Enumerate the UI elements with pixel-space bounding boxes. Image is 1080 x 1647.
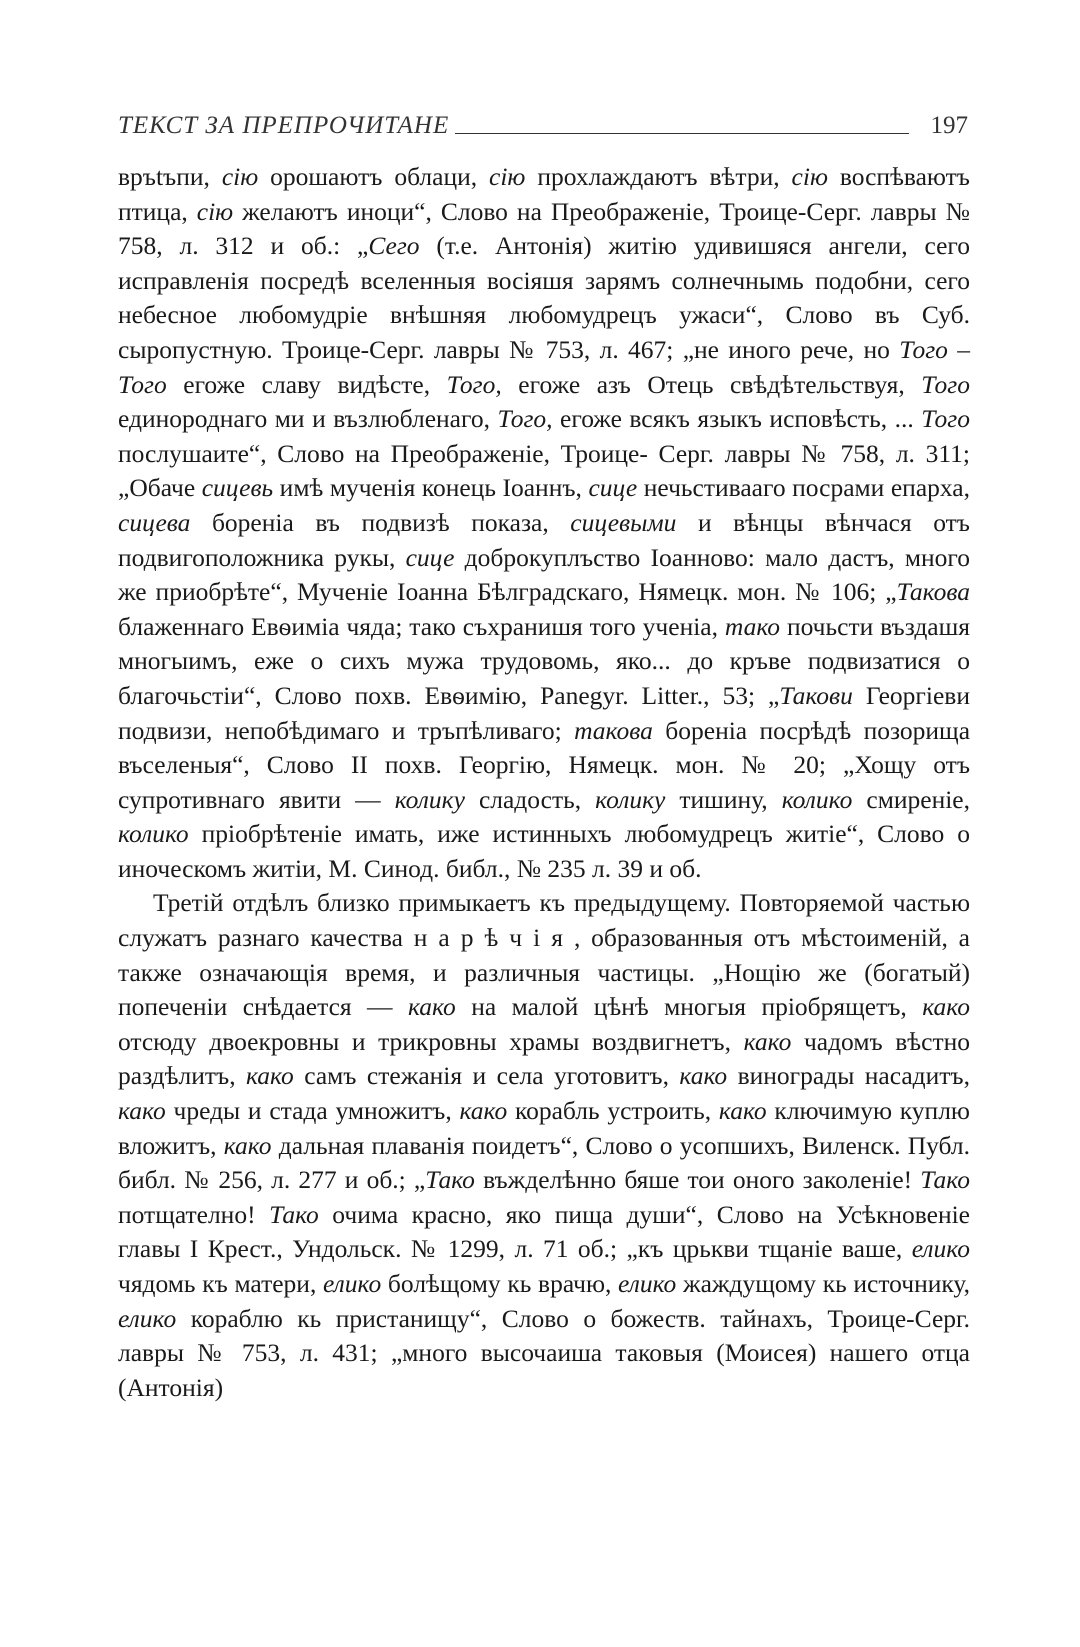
italic-run: сію bbox=[791, 162, 828, 191]
text-run: чреды и стада умножитъ, bbox=[165, 1096, 460, 1126]
italic-run: колико bbox=[118, 819, 189, 849]
italic-run: колику bbox=[595, 784, 666, 814]
text-run: и вѣнцы вѣнчася отъ подвигоположника рукы, bbox=[118, 507, 970, 572]
header-rule bbox=[455, 133, 908, 134]
text-run: винограды насадитъ, bbox=[727, 1061, 970, 1091]
spaced-run: нарѣчія bbox=[413, 923, 574, 953]
italic-run: Того, bbox=[446, 369, 502, 399]
italic-run: такова bbox=[574, 715, 653, 745]
italic-run: сицевь bbox=[201, 473, 274, 503]
text-run: самъ стежанія и села уготовитъ, bbox=[293, 1061, 680, 1091]
italic-run: Тако bbox=[920, 1165, 971, 1195]
text-run: желаютъ иноци“, Слово на Преображеніе, Троице-Серг. лавры № 758, л. 312 и об.: „ bbox=[118, 196, 970, 261]
text-run: нечьстиваaго посрами епарха, bbox=[637, 473, 970, 503]
text-run: очима красно, яко пища души“, Слово на Усѣкновеніе главы І Крест., Ундольск. № 1299, л. 71 об.; „къ црькви тщаніе ваше, bbox=[118, 1199, 970, 1264]
text-run: болѣщому кь врачю, bbox=[381, 1269, 619, 1298]
italic-run: сію bbox=[196, 196, 234, 226]
text-run: потщателно! bbox=[118, 1199, 270, 1229]
paragraph-2 bbox=[118, 886, 970, 1405]
text-run: егоже славу видѣсте, bbox=[166, 369, 447, 399]
italic-run: како bbox=[408, 992, 456, 1022]
italic-run: Тако bbox=[269, 1199, 319, 1229]
text-run: ключимую куплю вложитъ, bbox=[118, 1096, 970, 1160]
italic-run: Того bbox=[921, 404, 970, 434]
text-run: доброкуплъство Іоанново: мало дастъ, много же приобрѣте“, Мученіе Іоанна Бѣлградскаго, Нямецк. мон. № 106; „ bbox=[118, 542, 970, 607]
text-run: чадомъ вѣстно раздѣлитъ, bbox=[118, 1026, 970, 1091]
paragraph-1 bbox=[118, 160, 970, 886]
italic-run: сице bbox=[405, 542, 455, 572]
text-run: орошаютъ облаци, bbox=[258, 162, 490, 191]
italic-run: елико bbox=[323, 1269, 382, 1298]
text-run: Третій отдѣлъ близко примыкаетъ къ предыдущему. Повторяемой частью служатъ разнаго качества bbox=[118, 888, 970, 953]
text-run: боренiа въ подвизѣ показа, bbox=[190, 507, 571, 537]
italic-run: Такова bbox=[896, 577, 970, 607]
page-header bbox=[118, 100, 968, 140]
text-run: прохлаждаютъ вѣтри, bbox=[525, 162, 792, 191]
italic-run: Того bbox=[899, 334, 948, 364]
text-run: боренiа посрѣдѣ позорища въселеныя“, Слово II похв. Георгію, Нямецк. мон. № 20; „Хощу отъ супротивнаго явити — bbox=[118, 715, 971, 814]
text-run: – bbox=[947, 334, 971, 364]
text-run: блаженнаго Евѳиміа чяда; тако съхранишя того ученіа, bbox=[118, 611, 725, 641]
italic-run: колико bbox=[781, 784, 853, 814]
text-run: смиреніе, bbox=[852, 784, 971, 814]
text-run: въжделѣнно бяше тои оного заколеніе! bbox=[474, 1165, 921, 1195]
italic-run: Того, bbox=[497, 404, 553, 434]
text-run: егоже всякъ языкъ исповѣсть, ... bbox=[552, 404, 922, 434]
body-text bbox=[118, 160, 970, 1405]
italic-run: сицева bbox=[118, 507, 191, 537]
text-run: на малой цѣнѣ многыя пріобрящетъ, bbox=[455, 992, 923, 1022]
italic-run: како bbox=[223, 1130, 272, 1160]
italic-run: како bbox=[118, 1096, 166, 1126]
italic-run: колику bbox=[394, 784, 465, 814]
text-run: послушаите“, Слово на Преображеніе, Троице- Серг. лавры № 758, л. 311; „Обаче bbox=[118, 438, 970, 503]
text-run: връtъпи, bbox=[118, 162, 222, 191]
italic-run: Того bbox=[118, 369, 167, 399]
italic-run: сію bbox=[489, 162, 526, 191]
italic-run: Того bbox=[921, 369, 970, 399]
text-run: Георгіеви подвизи, непобѣдимаго и тръпѣливаго; bbox=[118, 680, 970, 745]
italic-run: сице bbox=[588, 473, 638, 503]
text-run: почьсти въздашя многыимъ, еже о сихъ мужа трудовомь, яко... до кръве подвизатися о благочьстіи“, Слово похв. Евѳимію, Panegyr. Litter., 53; „ bbox=[118, 611, 970, 710]
italic-run: како bbox=[922, 992, 970, 1022]
text-run: жаждущому кь источнику, bbox=[676, 1269, 970, 1298]
italic-run: како bbox=[246, 1061, 294, 1091]
text-run: корабль устроить, bbox=[507, 1096, 719, 1126]
italic-run: како bbox=[743, 1026, 792, 1056]
italic-run: тако bbox=[724, 611, 781, 641]
text-run: дальная плаванія поидетъ“, Слово о усопшихъ, Виленск. Публ. библ. № 256, л. 277 и об.; „ bbox=[118, 1130, 970, 1195]
italic-run: како bbox=[718, 1096, 767, 1126]
text-run: отсюду двоекровны и трикровны храмы воздвигнетъ, bbox=[118, 1026, 744, 1056]
text-run: , образованныя отъ мѣстоименій, а также означающія время, и различныя частицы. „Нощію же (богатый) попеченiи снѣдается — bbox=[118, 923, 970, 1022]
italic-run: Такови bbox=[779, 680, 853, 710]
text-run: кораблю кь пристанищу“, Слово о божеств. тайнахъ, Троице-Серг. лавры № 753, л. 431; „много высочаиша таковыя (Моисея) нашего отца (Антонія) bbox=[118, 1303, 970, 1402]
italic-run: елико bbox=[911, 1234, 970, 1264]
italic-run: елико bbox=[618, 1269, 677, 1298]
italic-run: Тако bbox=[425, 1165, 475, 1195]
italic-run: сію bbox=[221, 162, 259, 191]
text-run: пріобрѣтеніе имать, иже истинныхъ любомудрецъ житіе“, Слово о иноческомъ житіи, М. Синод. библ., № 235 л. 39 и об. bbox=[118, 819, 970, 883]
page-number: 197 bbox=[930, 112, 968, 139]
text-run: чядомь къ матери, bbox=[118, 1269, 323, 1298]
italic-run: како bbox=[459, 1096, 508, 1126]
text-run: воспѣваютъ птица, bbox=[118, 162, 970, 226]
italic-run: сицевыми bbox=[570, 507, 677, 537]
text-run: тишину, bbox=[665, 784, 782, 814]
italic-run: Сего bbox=[368, 231, 420, 261]
italic-run: елико bbox=[118, 1303, 177, 1333]
text-run: сладость, bbox=[464, 784, 596, 814]
running-title: ТЕКСТ ЗА ПРЕПРОЧИТАНЕ bbox=[118, 112, 450, 139]
text-run: единороднаго ми и възлюбленаго, bbox=[118, 404, 498, 434]
italic-run: како bbox=[679, 1061, 728, 1091]
text-run: имѣ мученія конець Іоаннъ, bbox=[273, 473, 589, 503]
text-run: егоже азъ Отець свѣдѣтельствуя, bbox=[501, 369, 922, 399]
text-run: (т.е. Антонія) житію удивишяся ангели, сего исправленія посредѣ вселенныя восіяшя зарямъ солнечнымь подобни, сего небесное любомудріе внѣшняя любомудрецъ ужаси“, Слово въ Суб. сыропустную. Троице-Серг. лавры № 753, л. 467; „не иного рече, но bbox=[118, 231, 971, 364]
